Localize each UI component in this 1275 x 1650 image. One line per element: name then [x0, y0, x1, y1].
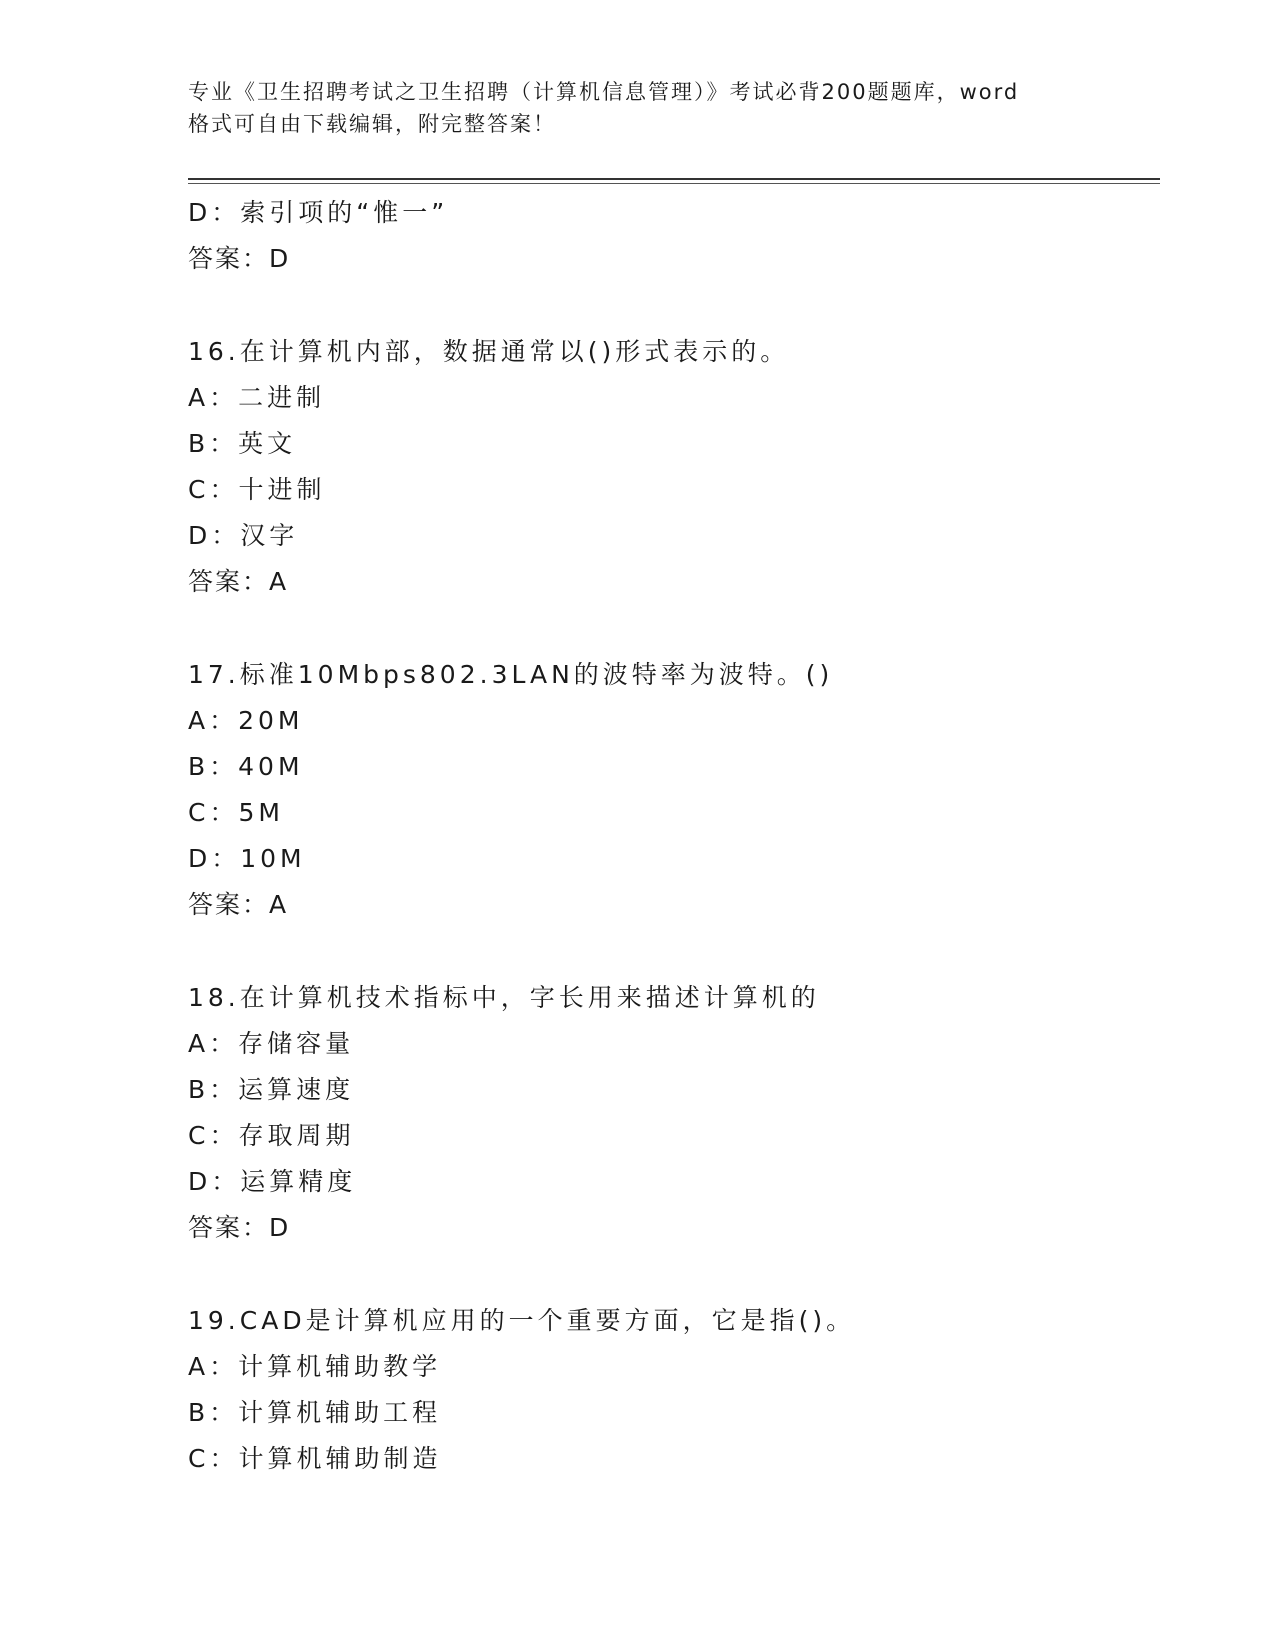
- question-list: [188, 190, 1148, 1482]
- answer-line: 答案：D: [188, 244, 291, 273]
- question-stem: 16.在计算机内部，数据通常以()形式表示的。: [188, 337, 790, 366]
- header-line-2: 格式可自由下载编辑，附完整答案！: [188, 112, 556, 136]
- option-b: B：英文: [188, 429, 297, 458]
- option-a: A：存储容量: [188, 1029, 355, 1058]
- option-c: C：十进制: [188, 475, 326, 504]
- question-stem: 18.在计算机技术指标中，字长用来描述计算机的: [188, 983, 820, 1012]
- question-stem: 17.标准10Mbps802.3LAN的波特率为波特。(): [188, 660, 834, 689]
- header-divider-thick: [188, 178, 1160, 180]
- answer-line: 答案：A: [188, 567, 289, 596]
- option-d: D：索引项的“惟一”: [188, 198, 449, 227]
- question-19: [188, 1298, 1148, 1482]
- question-stem: 19.CAD是计算机应用的一个重要方面，它是指()。: [188, 1306, 856, 1335]
- answer-line: 答案：D: [188, 1213, 291, 1242]
- option-a: A：二进制: [188, 383, 326, 412]
- option-b: B：40M: [188, 752, 304, 781]
- question-18: [188, 975, 1148, 1251]
- header-line-1: 专业《卫生招聘考试之卫生招聘（计算机信息管理）》考试必背200题题库，word: [188, 80, 1020, 104]
- option-a: A：计算机辅助教学: [188, 1352, 442, 1381]
- option-b: B：运算速度: [188, 1075, 355, 1104]
- option-c: C：存取周期: [188, 1121, 355, 1150]
- header-divider-thin: [188, 183, 1160, 184]
- option-c: C：5M: [188, 798, 284, 827]
- answer-line: 答案：A: [188, 890, 289, 919]
- document-header: [188, 76, 1088, 140]
- question-16: [188, 329, 1148, 605]
- question-17: [188, 652, 1148, 928]
- option-a: A：20M: [188, 706, 304, 735]
- option-b: B：计算机辅助工程: [188, 1398, 442, 1427]
- option-c: C：计算机辅助制造: [188, 1444, 442, 1473]
- option-d: D：运算精度: [188, 1167, 357, 1196]
- option-d: D：10M: [188, 844, 306, 873]
- option-d: D：汉字: [188, 521, 299, 550]
